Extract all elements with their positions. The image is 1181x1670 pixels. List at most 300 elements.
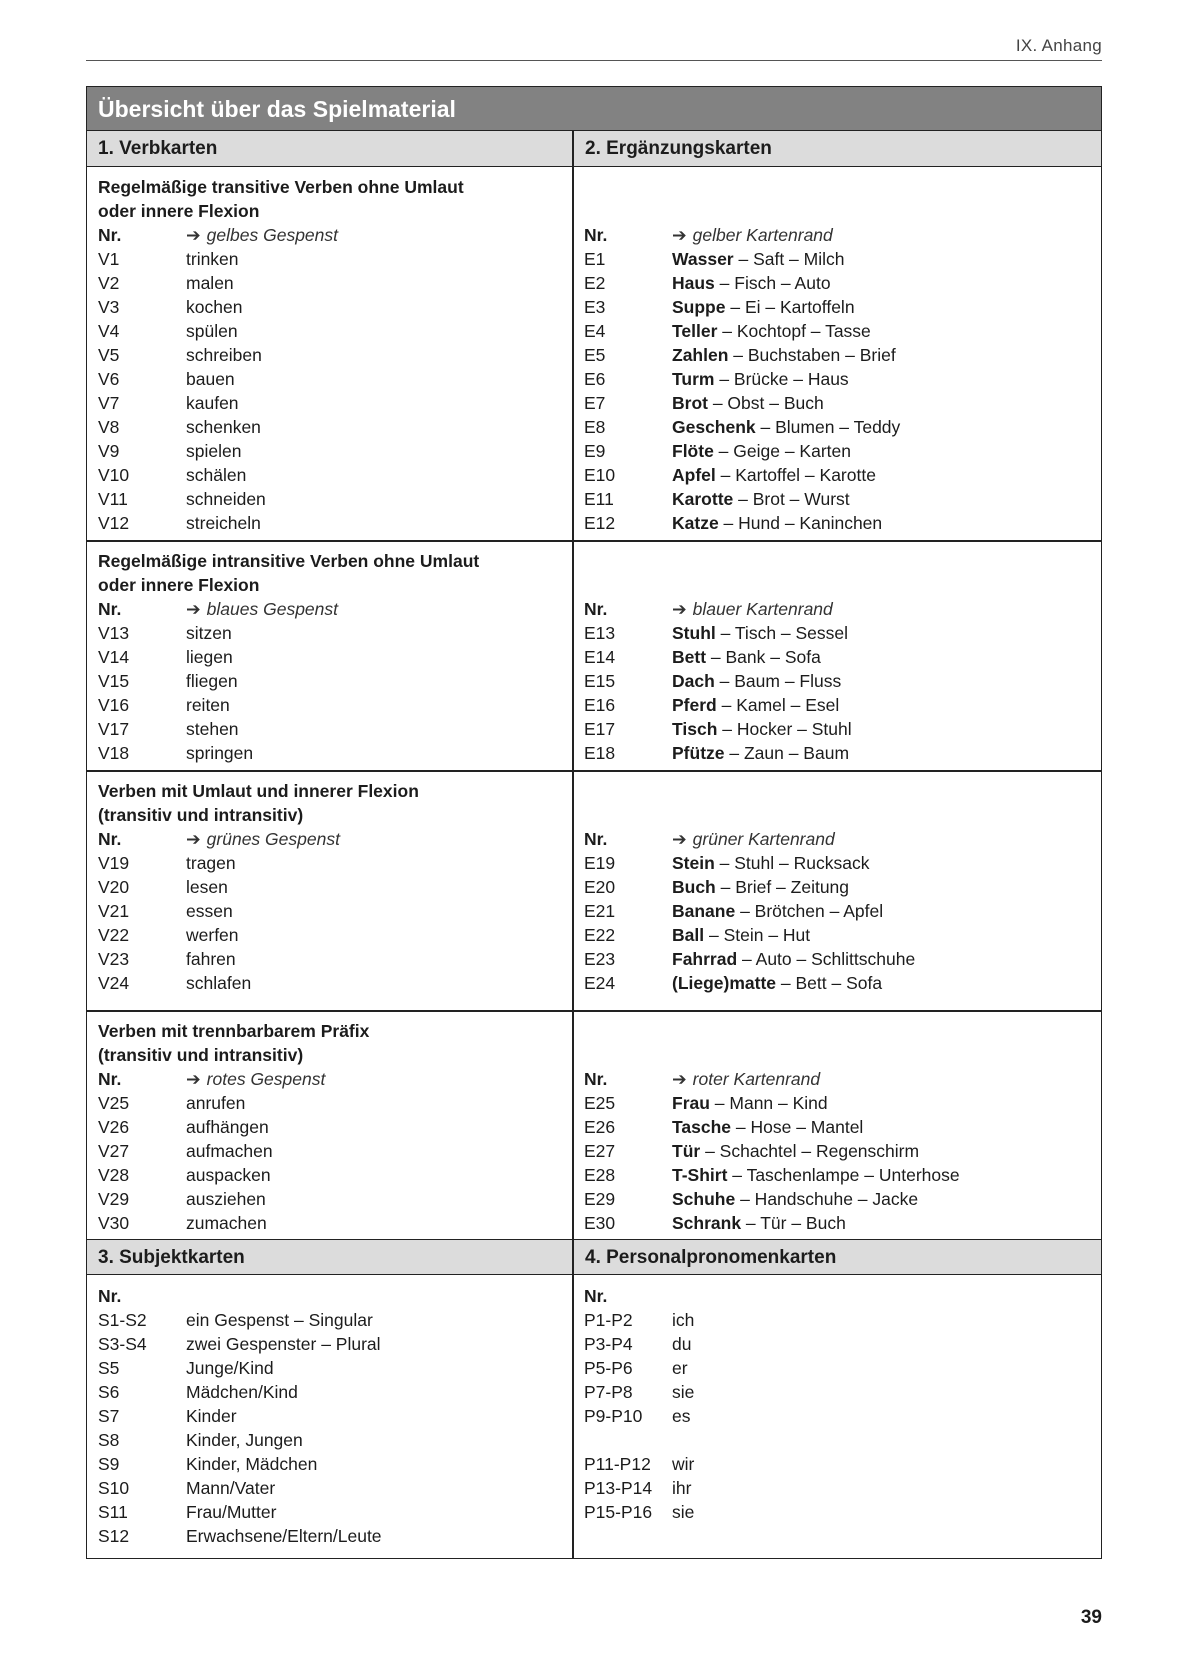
alternative-words: – Kochtopf – Tasse xyxy=(717,321,871,341)
color-legend: ➔ blauer Kartenrand xyxy=(672,599,833,619)
verb-row xyxy=(98,621,572,645)
spacer xyxy=(584,779,1101,803)
verb-legend-row xyxy=(98,1067,572,1091)
card-number: E22 xyxy=(584,925,616,945)
arrow-right-icon: ➔ xyxy=(672,225,687,245)
supplement-row xyxy=(584,391,1101,415)
supplement-words xyxy=(672,1115,863,1139)
verb: bauen xyxy=(186,369,235,389)
verb: streicheln xyxy=(186,513,261,533)
alternative-words: – Stuhl – Rucksack xyxy=(714,853,870,873)
pronoun-row xyxy=(584,1356,1101,1380)
nr-label: Nr. xyxy=(98,599,122,619)
section-pronoun-cards xyxy=(573,1277,1101,1524)
supplement-words xyxy=(672,1163,960,1187)
alternative-words: – Stein – Hut xyxy=(704,925,811,945)
pronoun-row xyxy=(584,1380,1101,1404)
arrow-right-icon: ➔ xyxy=(672,1069,687,1089)
card-number: E9 xyxy=(584,441,606,461)
card-number: E17 xyxy=(584,719,616,739)
pronoun-row xyxy=(584,1332,1101,1356)
supplement-row xyxy=(584,851,1101,875)
card-number: E4 xyxy=(584,321,606,341)
card-number: V17 xyxy=(98,719,130,739)
card-number: V25 xyxy=(98,1093,130,1113)
verb-row xyxy=(98,971,572,995)
nr-label: Nr. xyxy=(98,225,122,245)
verb-row xyxy=(98,1115,572,1139)
subject: Junge/Kind xyxy=(186,1358,274,1378)
section-title: Regelmäßige transitive Verben ohne Umlaut oder innere Flexion xyxy=(98,177,464,221)
card-number: P5-P6 xyxy=(584,1358,633,1378)
card-number: S1-S2 xyxy=(98,1310,147,1330)
subjectcards-header: 3. Subjektkarten xyxy=(87,1239,573,1275)
subject-row xyxy=(98,1500,572,1524)
subject: zwei Gespenster – Plural xyxy=(186,1334,381,1354)
verb-row xyxy=(98,1139,572,1163)
verb-row xyxy=(98,511,572,535)
spacer xyxy=(584,199,1101,223)
verb: trinken xyxy=(186,249,239,269)
verb-row xyxy=(98,463,572,487)
section-umlaut-verbs xyxy=(87,772,572,995)
subject-row xyxy=(98,1404,572,1428)
verb: schälen xyxy=(186,465,247,485)
subject: Kinder, Mädchen xyxy=(186,1454,318,1474)
supplement-words xyxy=(672,1091,828,1115)
card-number: S3-S4 xyxy=(98,1334,147,1354)
alternative-words: – Handschuhe – Jacke xyxy=(735,1189,919,1209)
main-word: Wasser xyxy=(672,249,734,269)
supplement-row xyxy=(584,439,1101,463)
card-number: E11 xyxy=(584,489,614,509)
card-number: S10 xyxy=(98,1478,130,1498)
supplement-row xyxy=(584,693,1101,717)
main-word: Bett xyxy=(672,647,707,667)
main-word: Pferd xyxy=(672,695,717,715)
supplement-row xyxy=(584,1091,1101,1115)
card-number: V26 xyxy=(98,1117,130,1137)
subject: Kinder, Jungen xyxy=(186,1430,303,1450)
main-word: (Liege)matte xyxy=(672,973,777,993)
supplement-words xyxy=(672,621,848,645)
card-number: E26 xyxy=(584,1117,616,1137)
card-number: S8 xyxy=(98,1430,120,1450)
card-number: V18 xyxy=(98,743,130,763)
verb: sitzen xyxy=(186,623,232,643)
subject-row xyxy=(98,1524,572,1548)
card-number: S7 xyxy=(98,1406,120,1426)
main-word: Karotte xyxy=(672,489,734,509)
page-number: 39 xyxy=(1080,1607,1102,1628)
card-number: V9 xyxy=(98,441,120,461)
supplement-words xyxy=(672,899,883,923)
supplement-words xyxy=(672,669,841,693)
main-word: Teller xyxy=(672,321,718,341)
color-legend: ➔ grünes Gespenst xyxy=(186,829,340,849)
verb-row xyxy=(98,741,572,765)
verb: schlafen xyxy=(186,973,252,993)
color-legend: ➔ roter Kartenrand xyxy=(672,1069,821,1089)
subject: ein Gespenst – Singular xyxy=(186,1310,373,1330)
main-word: Frau xyxy=(672,1093,710,1113)
supplement-words xyxy=(672,971,882,995)
card-number: E14 xyxy=(584,647,616,667)
card-number: S12 xyxy=(98,1526,130,1546)
supplement-words xyxy=(672,415,900,439)
supplement-row xyxy=(584,923,1101,947)
subject: Mädchen/Kind xyxy=(186,1382,298,1402)
supplement-words xyxy=(672,1211,846,1235)
supplement-words xyxy=(672,487,850,511)
pronoun-row xyxy=(584,1452,1101,1476)
supplement-row xyxy=(584,247,1101,271)
verb: schneiden xyxy=(186,489,266,509)
verb-row xyxy=(98,851,572,875)
card-number: V20 xyxy=(98,877,130,897)
card-number: V15 xyxy=(98,671,130,691)
card-number: V11 xyxy=(98,489,128,509)
alternative-words: – Hocker – Stuhl xyxy=(717,719,852,739)
main-word: Schrank xyxy=(672,1213,742,1233)
nr-label: Nr. xyxy=(98,1069,122,1089)
verb-row xyxy=(98,1187,572,1211)
supplement-row xyxy=(584,741,1101,765)
main-word: Pfütze xyxy=(672,743,725,763)
card-number: V19 xyxy=(98,853,130,873)
supplement-row xyxy=(584,621,1101,645)
verb-row xyxy=(98,645,572,669)
supplement-words xyxy=(672,271,831,295)
card-number: V21 xyxy=(98,901,130,921)
pronoun-row xyxy=(584,1404,1101,1428)
nr-label: Nr. xyxy=(584,225,608,245)
verb-row xyxy=(98,295,572,319)
card-number: E27 xyxy=(584,1141,616,1161)
supplement-words xyxy=(672,319,871,343)
nr-label: Nr. xyxy=(98,1286,122,1306)
supplement-words xyxy=(672,511,882,535)
card-number: E7 xyxy=(584,393,606,413)
verb-legend-row xyxy=(98,827,572,851)
alternative-words: – Blumen – Teddy xyxy=(755,417,901,437)
verb-row xyxy=(98,439,572,463)
supplement-words xyxy=(672,693,839,717)
alternative-words: – Buchstaben – Brief xyxy=(728,345,896,365)
verbcards-header: 1. Verbkarten xyxy=(87,131,573,167)
main-word: Flöte xyxy=(672,441,714,461)
card-number: S11 xyxy=(98,1502,128,1522)
subject-row xyxy=(98,1332,572,1356)
supplement-row xyxy=(584,1187,1101,1211)
alternative-words: – Saft – Milch xyxy=(733,249,845,269)
main-word: Stuhl xyxy=(672,623,716,643)
subject: Frau/Mutter xyxy=(186,1502,277,1522)
alternative-words: – Ei – Kartoffeln xyxy=(725,297,855,317)
alternative-words: – Brief – Zeitung xyxy=(715,877,850,897)
card-number: E16 xyxy=(584,695,616,715)
card-number: V7 xyxy=(98,393,120,413)
supplement-row xyxy=(584,319,1101,343)
main-word: Tasche xyxy=(672,1117,732,1137)
verb: spielen xyxy=(186,441,242,461)
pronoun: du xyxy=(672,1334,692,1354)
supplement-words xyxy=(672,295,855,319)
card-number: P15-P16 xyxy=(584,1502,653,1522)
supplement-legend-row xyxy=(584,223,1101,247)
main-word: Katze xyxy=(672,513,719,533)
card-number: E25 xyxy=(584,1093,616,1113)
verb-legend-row xyxy=(98,223,572,247)
spacer xyxy=(584,573,1101,597)
pronoun: ich xyxy=(672,1310,695,1330)
supplement-words xyxy=(672,343,896,367)
supplement-words xyxy=(672,247,845,271)
verb-row xyxy=(98,487,572,511)
card-number: V14 xyxy=(98,647,130,667)
alternative-words: – Brücke – Haus xyxy=(714,369,849,389)
color-legend: ➔ gelber Kartenrand xyxy=(672,225,833,245)
section-regular-transitive-verbs xyxy=(87,168,572,535)
supplement-row xyxy=(584,1115,1101,1139)
supplement-words xyxy=(672,1139,919,1163)
section-blue-supplements xyxy=(573,542,1101,765)
card-number: P7-P8 xyxy=(584,1382,633,1402)
section-subject-cards xyxy=(87,1277,572,1548)
verb: schreiben xyxy=(186,345,262,365)
supplement-row xyxy=(584,875,1101,899)
main-word: Haus xyxy=(672,273,715,293)
supplement-row xyxy=(584,1211,1101,1235)
verb: auspacken xyxy=(186,1165,271,1185)
card-number: V24 xyxy=(98,973,130,993)
card-number: E24 xyxy=(584,973,616,993)
card-number: S9 xyxy=(98,1454,120,1474)
nr-label: Nr. xyxy=(584,1069,608,1089)
main-word: Buch xyxy=(672,877,716,897)
supplement-row xyxy=(584,295,1101,319)
card-number: V5 xyxy=(98,345,120,365)
pronoun-row xyxy=(584,1500,1101,1524)
card-number: E30 xyxy=(584,1213,616,1233)
verb-row xyxy=(98,391,572,415)
running-head: IX. Anhang xyxy=(1015,36,1102,55)
arrow-right-icon: ➔ xyxy=(186,599,201,619)
subject-row xyxy=(98,1476,572,1500)
supplement-words xyxy=(672,851,869,875)
pronoun: sie xyxy=(672,1502,695,1522)
supplement-words xyxy=(672,741,849,765)
supplement-legend-row xyxy=(584,827,1101,851)
supplement-row xyxy=(584,367,1101,391)
arrow-right-icon: ➔ xyxy=(186,225,201,245)
nr-label: Nr. xyxy=(584,829,608,849)
supplement-row xyxy=(584,669,1101,693)
supplement-row xyxy=(584,511,1101,535)
supplement-words xyxy=(672,391,824,415)
subject-row xyxy=(98,1380,572,1404)
header-rule xyxy=(86,60,1102,61)
section-title: Verben mit Umlaut und innerer Flexion (transitiv und intransitiv) xyxy=(98,781,419,825)
main-word: Apfel xyxy=(672,465,716,485)
section-title: Regelmäßige intransitive Verben ohne Umlaut oder innere Flexion xyxy=(98,551,480,595)
subject: Mann/Vater xyxy=(186,1478,276,1498)
verb-row xyxy=(98,343,572,367)
alternative-words: – Brot – Wurst xyxy=(733,489,850,509)
color-legend: ➔ blaues Gespenst xyxy=(186,599,339,619)
alternative-words: – Hund – Kaninchen xyxy=(718,513,883,533)
pronoun-row xyxy=(584,1308,1101,1332)
main-word: Dach xyxy=(672,671,715,691)
main-word: Geschenk xyxy=(672,417,756,437)
supplement-words xyxy=(672,367,849,391)
verb: malen xyxy=(186,273,234,293)
spacer xyxy=(584,1043,1101,1067)
arrow-right-icon: ➔ xyxy=(186,1069,201,1089)
card-number: V29 xyxy=(98,1189,130,1209)
supplement-row xyxy=(584,645,1101,669)
card-number: E3 xyxy=(584,297,606,317)
verb-row xyxy=(98,1091,572,1115)
arrow-right-icon: ➔ xyxy=(672,829,687,849)
alternative-words: – Kamel – Esel xyxy=(716,695,840,715)
verb: stehen xyxy=(186,719,239,739)
alternative-words: – Baum – Fluss xyxy=(714,671,842,691)
main-word: Zahlen xyxy=(672,345,729,365)
card-number: V2 xyxy=(98,273,120,293)
supplement-words xyxy=(672,923,810,947)
card-number: P3-P4 xyxy=(584,1334,633,1354)
spacer xyxy=(584,1019,1101,1043)
color-legend: ➔ gelbes Gespenst xyxy=(186,225,339,245)
nr-label: Nr. xyxy=(98,829,122,849)
main-word: Banane xyxy=(672,901,736,921)
card-number: E2 xyxy=(584,273,606,293)
table-title: Übersicht über das Spielmaterial xyxy=(87,87,1101,131)
verb: reiten xyxy=(186,695,230,715)
arrow-right-icon: ➔ xyxy=(672,599,687,619)
supplement-row xyxy=(584,947,1101,971)
verb: tragen xyxy=(186,853,236,873)
supplement-row xyxy=(584,1139,1101,1163)
verb: kochen xyxy=(186,297,243,317)
verb: spülen xyxy=(186,321,238,341)
card-number: P13-P14 xyxy=(584,1478,653,1498)
verb: anrufen xyxy=(186,1093,246,1113)
alternative-words: – Obst – Buch xyxy=(707,393,824,413)
verb: zumachen xyxy=(186,1213,267,1233)
verb-row xyxy=(98,875,572,899)
main-word: Schuhe xyxy=(672,1189,736,1209)
card-number: E12 xyxy=(584,513,616,533)
supplement-row xyxy=(584,717,1101,741)
section-separable-prefix-verbs xyxy=(87,1012,572,1235)
pronoun: wir xyxy=(672,1454,695,1474)
card-number: E13 xyxy=(584,623,616,643)
card-number: V23 xyxy=(98,949,130,969)
card-number: V16 xyxy=(98,695,130,715)
card-number: E19 xyxy=(584,853,616,873)
card-number: E5 xyxy=(584,345,606,365)
verb-row xyxy=(98,415,572,439)
verb: fahren xyxy=(186,949,236,969)
alternative-words: – Bank – Sofa xyxy=(706,647,821,667)
verb: essen xyxy=(186,901,233,921)
card-number: V28 xyxy=(98,1165,130,1185)
card-number: V22 xyxy=(98,925,130,945)
card-number: V4 xyxy=(98,321,120,341)
card-number: E28 xyxy=(584,1165,616,1185)
supplement-words xyxy=(672,645,821,669)
pronoun: ihr xyxy=(672,1478,692,1498)
alternative-words: – Mann – Kind xyxy=(709,1093,828,1113)
main-word: Tisch xyxy=(672,719,718,739)
card-number: E6 xyxy=(584,369,606,389)
card-number: E29 xyxy=(584,1189,616,1209)
supplement-row xyxy=(584,271,1101,295)
subject-row xyxy=(98,1452,572,1476)
main-word: Stein xyxy=(672,853,715,873)
verb: schenken xyxy=(186,417,261,437)
main-word: Fahrrad xyxy=(672,949,738,969)
pronoun: er xyxy=(672,1358,688,1378)
card-number: E23 xyxy=(584,949,616,969)
nr-label: Nr. xyxy=(584,1286,608,1306)
card-number: E8 xyxy=(584,417,606,437)
spacer xyxy=(584,1428,1101,1452)
verb-row xyxy=(98,923,572,947)
spacer xyxy=(584,175,1101,199)
verb: werfen xyxy=(186,925,239,945)
section-regular-intransitive-verbs xyxy=(87,542,572,765)
nr-label: Nr. xyxy=(584,599,608,619)
spacer xyxy=(584,803,1101,827)
alternative-words: – Brötchen – Apfel xyxy=(735,901,884,921)
main-word: T-Shirt xyxy=(672,1165,728,1185)
verb-legend-row xyxy=(98,597,572,621)
color-legend: ➔ grüner Kartenrand xyxy=(672,829,835,849)
card-number: V10 xyxy=(98,465,130,485)
card-number: P9-P10 xyxy=(584,1406,643,1426)
section-green-supplements xyxy=(573,772,1101,995)
supplementcards-header: 2. Ergänzungskarten xyxy=(574,131,1101,167)
supplement-row xyxy=(584,343,1101,367)
card-number: V30 xyxy=(98,1213,130,1233)
subject-row xyxy=(98,1356,572,1380)
supplement-words xyxy=(672,1187,918,1211)
card-number: E18 xyxy=(584,743,616,763)
verb: fliegen xyxy=(186,671,238,691)
alternative-words: – Bett – Sofa xyxy=(776,973,883,993)
card-number: V3 xyxy=(98,297,120,317)
card-number: E10 xyxy=(584,465,616,485)
verb-row xyxy=(98,319,572,343)
arrow-right-icon: ➔ xyxy=(186,829,201,849)
alternative-words: – Fisch – Auto xyxy=(714,273,831,293)
alternative-words: – Geige – Karten xyxy=(713,441,851,461)
section-red-supplements xyxy=(573,1012,1101,1235)
alternative-words: – Taschenlampe – Unterhose xyxy=(727,1165,960,1185)
verb: ausziehen xyxy=(186,1189,266,1209)
card-number: V1 xyxy=(98,249,120,269)
card-number: E15 xyxy=(584,671,616,691)
alternative-words: – Tür – Buch xyxy=(741,1213,846,1233)
verb-row xyxy=(98,1211,572,1235)
column-divider xyxy=(572,131,574,1559)
supplement-words xyxy=(672,947,915,971)
verb-row xyxy=(98,669,572,693)
verb: liegen xyxy=(186,647,233,667)
